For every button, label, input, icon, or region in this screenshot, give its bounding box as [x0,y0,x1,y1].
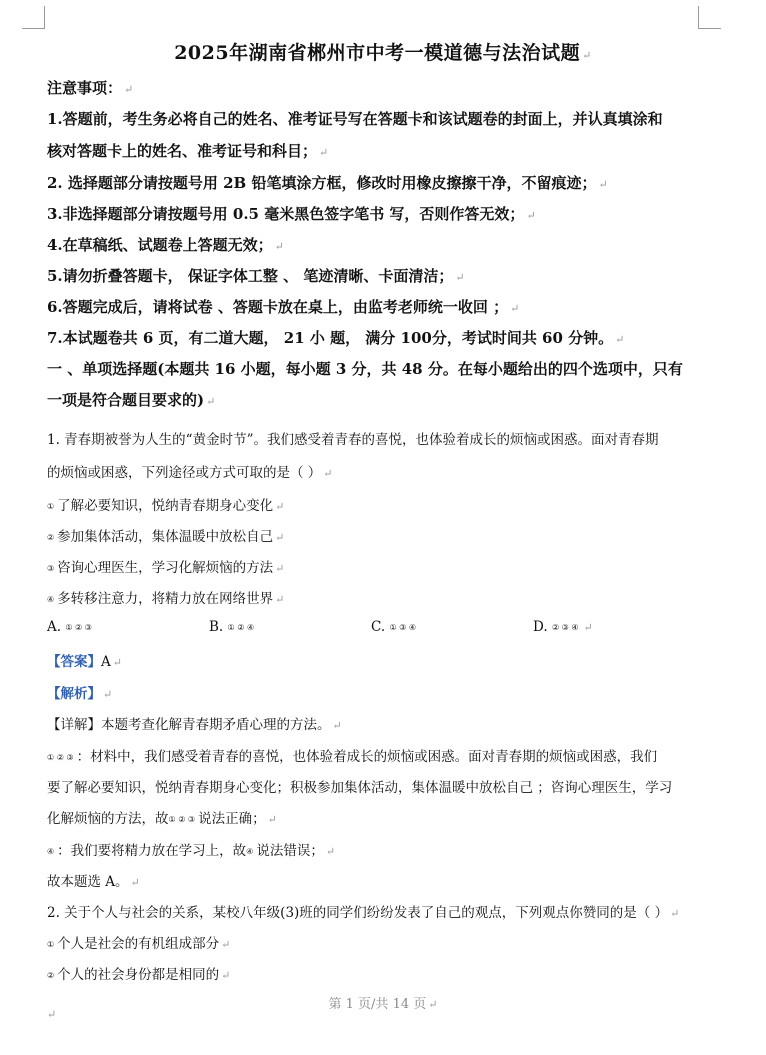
crop-mark-top-left [22,6,45,29]
q1-detail-line-4: ④ ：我们要将精力放在学习上，故④ 说法错误； ↵ [47,843,336,859]
q2-statement-1: ① 个人是社会的有机组成部分 ↵ [47,936,231,952]
note-line-8: 7.本试题卷共 6 页，有二道大题， 21 小 题， 满分 100分，考试时间共 60 分钟。 ↵ [47,329,625,347]
section-1-heading-cont: 一项是符合题目要求的) ↵ [47,391,216,409]
note-line-5: 4.在草稿纸、试题卷上答题无效； ↵ [47,236,284,254]
crop-mark-top-right [698,6,721,29]
note-line-4: 3.非选择题部分请按题号用 0.5 毫米黑色签字笔书 写，否则作答无效； ↵ [47,205,536,223]
q1-options [47,619,593,635]
document-title: 2025年湖南省郴州市中考一模道德与法治试题 ↵ [174,42,592,64]
q1-detail-intro: 【详解】本题考查化解青春期矛盾心理的方法。 ↵ [47,717,342,733]
q1-detail-line-3: 化解烦恼的方法，故① ② ③ 说法正确； ↵ [47,811,277,827]
page-footer: 第 1 页/共 14 页 ↵ [328,997,438,1012]
note-line-2: 核对答题卡上的姓名、准考证号和科目； ↵ [47,142,329,160]
notes-heading: 注意事项： ↵ [47,79,134,97]
q1-option-a: A. ① ② ③ [47,619,92,635]
section-1-heading: 一 、单项选择题(本题共 16 小题，每小题 3 分，共 48 分。在每小题给出的四个选项中，只有 [47,360,683,378]
q1-statement-3: ③ 咨询心理医生，学习化解烦恼的方法 ↵ [47,560,285,576]
q1-conclusion: 故本题选 A。 ↵ [47,874,140,890]
note-line-7: 6.答题完成后，请将试卷 、答题卡放在桌上，由监考老师统一收回 ； ↵ [47,298,520,316]
note-line-6: 5.请勿折叠答题卡， 保证字体工整 、 笔迹清晰、卡面清洁； ↵ [47,267,465,285]
q1-stem-line-1: 1. 青春期被誉为人生的“黄金时节”。我们感受着青春的喜悦，也体验着成长的烦恼或困惑。面对青春期 [47,432,659,448]
q2-stem: 2. 关于个人与社会的关系，某校八年级(3)班的同学们纷纷发表了自己的观点，下列观点你赞同的是（ ） ↵ [47,905,680,921]
q1-statement-2: ② 参加集体活动，集体温暖中放松自己 ↵ [47,529,285,545]
q1-option-b: B. ① ② ④ [209,619,255,635]
q1-answer: 【答案】A ↵ [47,654,122,670]
q1-detail-line-2: 要了解必要知识，悦纳青春期身心变化；积极参加集体活动，集体温暖中放松自己 ；咨询心理医生，学习 [47,780,673,796]
note-line-1: 1.答题前，考生务必将自己的姓名、准考证号写在答题卡和该试题卷的封面上，并认真填涂和 [47,110,663,128]
q1-statement-4: ④ 多转移注意力，将精力放在网络世界 ↵ [47,591,285,607]
q1-option-d: D. ② ③ ④ ↵ [533,619,593,635]
paragraph-mark: ↵ [47,1008,57,1021]
note-line-3: 2. 选择题部分请按题号用 2B 铅笔填涂方框，修改时用橡皮擦擦干净，不留痕迹； ↵ [47,174,608,192]
q2-statement-2: ② 个人的社会身份都是相同的 ↵ [47,967,231,983]
q1-analysis-label: 【解析】 ↵ [47,686,113,702]
q1-detail-line-1: ① ② ③ ：材料中，我们感受着青春的喜悦，也体验着成长的烦恼或困惑。面对青春期的烦恼或困惑，我们 [47,749,658,765]
q1-statement-1: ① 了解必要知识，悦纳青春期身心变化 ↵ [47,498,285,514]
q1-option-c: C. ① ③ ④ [371,619,417,635]
q1-stem-line-2: 的烦恼或困惑，下列途径或方式可取的是（ ） ↵ [47,465,333,481]
